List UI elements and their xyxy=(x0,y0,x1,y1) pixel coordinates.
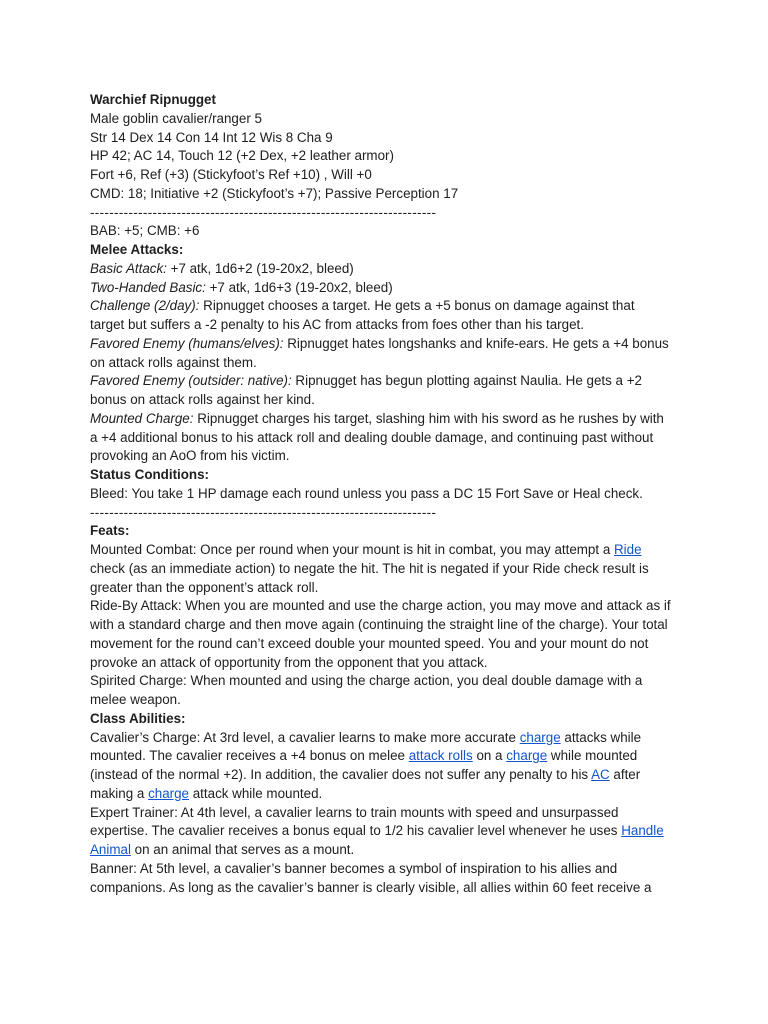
handle-animal-link[interactable]: Handle Animal xyxy=(90,823,664,857)
charge-link-2[interactable]: charge xyxy=(506,748,548,764)
melee-heading xyxy=(90,241,680,260)
cmd-init-line: CMD: 18; Initiative +2 (Stickyfoot’s +7); Passive Perception 17 xyxy=(90,185,459,201)
mounted-combat-text-a: Mounted Combat: Once per round when your mount is hit in combat, you may attempt a xyxy=(90,542,614,557)
et-text-b: on an animal that serves as a mount. xyxy=(130,842,355,857)
cc-text-e: after making a xyxy=(90,767,641,801)
favored-enemy-2-text: Ripnugget has begun plotting against Naulia. He gets a +2 bonus on attack rolls against her kind. xyxy=(90,373,642,407)
mounted-combat-paragraph xyxy=(90,541,672,597)
cc-text-c: on a xyxy=(472,748,507,764)
mounted-charge-text: Ripnugget charges his target, slashing him with his sword as he rushes by with a +4 additional bonus to his attack roll and dealing double damage, and continuing past without provoking an AoO from his victim. xyxy=(90,410,664,464)
cc-text-f: attack while mounted. xyxy=(189,785,323,801)
ride-link[interactable]: Ride xyxy=(614,542,642,557)
status-heading-text: Status Conditions: xyxy=(90,467,210,482)
creature-name: Warchief Ripnugget xyxy=(90,92,216,107)
basic-attack-name: Basic Attack: xyxy=(90,260,167,276)
cc-text-b: attacks while mounted. The cavalier receives a +4 bonus on melee xyxy=(90,729,642,764)
favored-enemy-1-paragraph xyxy=(90,335,672,373)
feats-heading-text: Feats: xyxy=(90,523,130,539)
feats-heading xyxy=(90,522,680,541)
favored-enemy-1-name: Favored Enemy (humans/elves): xyxy=(90,335,284,351)
saves-line: Fort +6, Ref (+3) (Stickyfoot’s Ref +10) , Will +0 xyxy=(90,167,372,182)
expert-trainer-paragraph xyxy=(90,804,672,860)
mounted-charge-name: Mounted Charge: xyxy=(90,410,194,426)
challenge-paragraph xyxy=(90,297,672,335)
mounted-combat-text-b: check (as an immediate action) to negate the hit. The hit is negated if your Ride check result is greater than the opponent’s attack roll. xyxy=(90,560,649,595)
challenge-name: Challenge (2/day): xyxy=(90,298,200,314)
document-page xyxy=(90,91,680,897)
cc-text-d: while mounted (instead of the normal +2). In addition, the cavalier does not suffer any penalty to his xyxy=(90,748,638,782)
two-handed-name: Two-Handed Basic: xyxy=(90,279,206,295)
statblock-name xyxy=(90,91,680,110)
ride-by-attack-paragraph: Ride-By Attack: When you are mounted and use the charge action, you may move and attack as if with a standard charge and then move again (continuing the straight line of the charge). Your total movement for the round can’t exceed double your mounted speed. You and your mount do not provoke an attack of opportunity from the opponent that you attack. xyxy=(90,598,671,670)
charge-link-3[interactable]: charge xyxy=(148,785,190,801)
divider-1: ------------------------------------------------------------------------ xyxy=(90,204,437,220)
bleed-line: Bleed: You take 1 HP damage each round unless you pass a DC 15 Fort Save or Heal check. xyxy=(90,485,643,501)
challenge-text: Ripnugget chooses a target. He gets a +5 bonus on damage against that target but suffers a -2 penalty to his AC from attacks from foes other than his target. xyxy=(90,298,635,332)
mounted-charge-paragraph xyxy=(90,410,672,466)
two-handed-text: +7 atk, 1d6+3 (19-20x2, bleed) xyxy=(205,279,393,295)
charge-link-1[interactable]: charge xyxy=(519,729,561,745)
spirited-charge-paragraph: Spirited Charge: When mounted and using the charge action, you deal double damage with a melee weapon. xyxy=(90,673,643,707)
cc-text-a: Cavalier’s Charge: At 3rd level, a cavalier learns to make more accurate xyxy=(90,729,520,745)
hp-ac-line: HP 42; AC 14, Touch 12 (+2 Dex, +2 leather armor) xyxy=(90,148,394,164)
attack-rolls-link[interactable]: attack rolls xyxy=(408,748,473,764)
favored-enemy-2-paragraph xyxy=(90,372,672,410)
ac-link[interactable]: AC xyxy=(591,767,610,782)
et-text-a: Expert Trainer: At 4th level, a cavalier learns to train mounts with speed and unsurpassed expertise. The cavalier receives a bonus equal to 1/2 his cavalier level whenever he uses xyxy=(90,804,622,839)
class-abilities-heading xyxy=(90,710,680,729)
status-heading xyxy=(90,466,680,485)
cavaliers-charge-paragraph xyxy=(90,729,672,804)
melee-heading-text: Melee Attacks: xyxy=(90,242,184,257)
bab-cmb-line: BAB: +5; CMB: +6 xyxy=(90,223,200,239)
favored-enemy-2-name: Favored Enemy (outsider: native): xyxy=(90,373,292,389)
class-abilities-heading-text: Class Abilities: xyxy=(90,710,186,726)
race-class-line: Male goblin cavalier/ranger 5 xyxy=(90,110,262,126)
two-handed-line xyxy=(90,279,680,298)
basic-attack-text: +7 atk, 1d6+2 (19-20x2, bleed) xyxy=(166,260,354,276)
basic-attack-line xyxy=(90,260,680,279)
banner-paragraph: Banner: At 5th level, a cavalier’s banner becomes a symbol of inspiration to his allies and companions. As long as the cavalier’s banner is clearly visible, all allies within 60 feet receive a xyxy=(90,860,652,895)
favored-enemy-1-text: Ripnugget hates longshanks and knife-ears. He gets a +4 bonus on attack rolls against them. xyxy=(90,335,669,370)
divider-2: ------------------------------------------------------------------------ xyxy=(90,504,437,520)
abilities-line: Str 14 Dex 14 Con 14 Int 12 Wis 8 Cha 9 xyxy=(90,129,333,145)
